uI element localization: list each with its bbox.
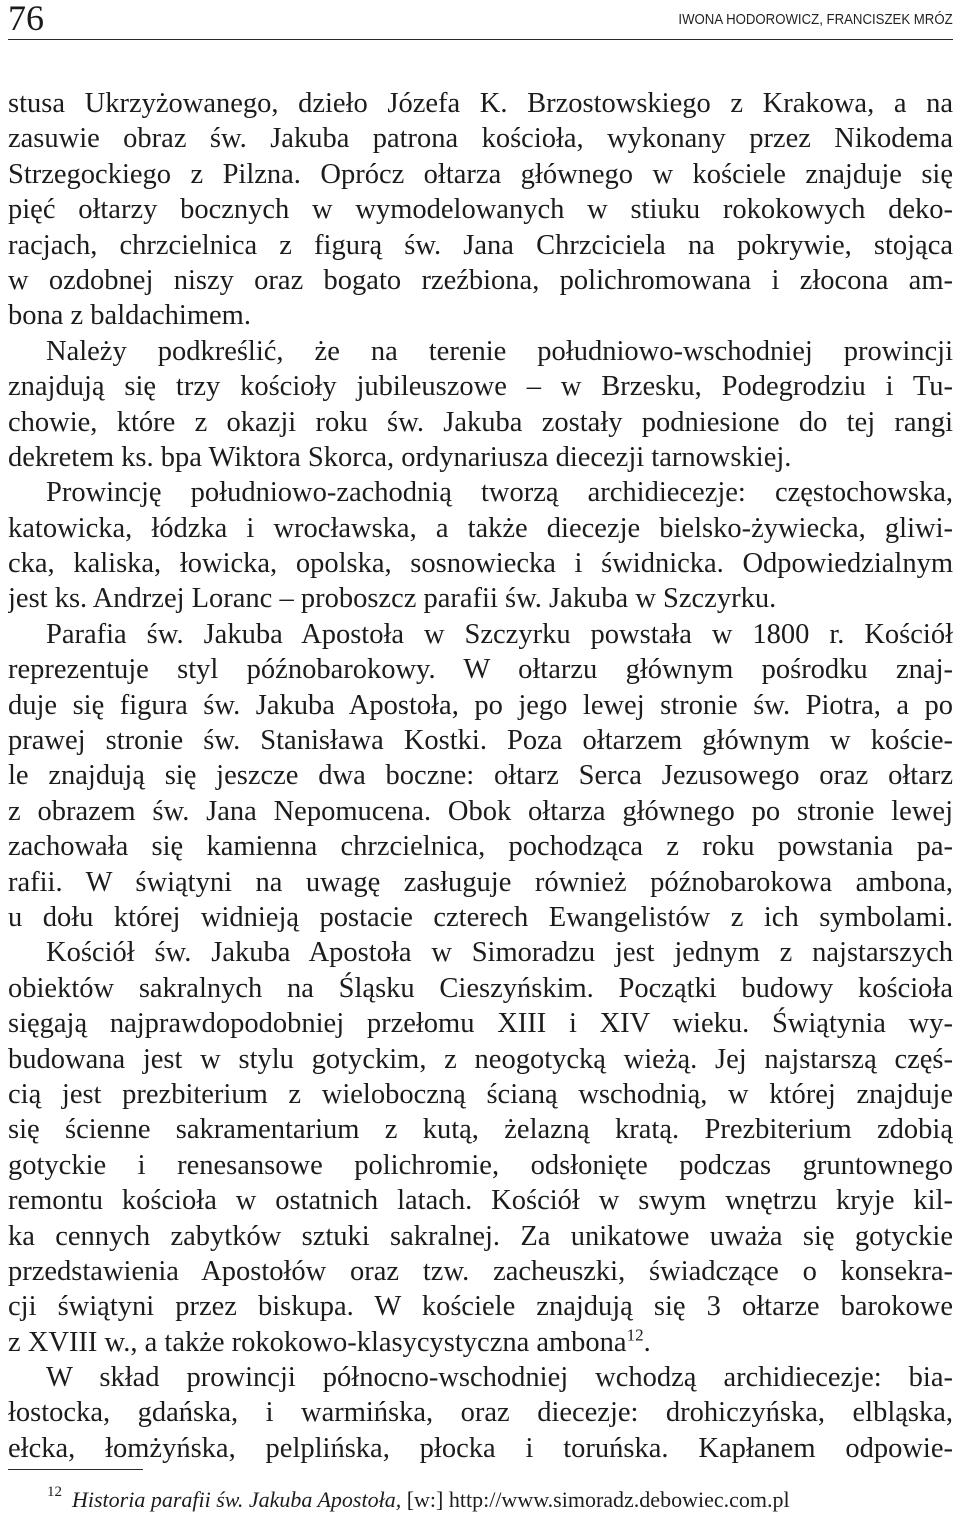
text-line: z obrazem św. Jana Nepomucena. Obok ołtarza głównego po stronie lewej: [8, 795, 953, 827]
footnote-number: 12: [47, 1484, 62, 1500]
text-line: u dołu której widnieją postacie czterech Ewangelistów z ich symbolami.: [8, 901, 953, 933]
footnote-source-location: [w:] http://www.simoradz.debowiec.com.pl: [406, 1487, 790, 1512]
text-line: obiektów sakralnych na Śląsku Cieszyńskim. Początki budowy kościoła: [8, 972, 953, 1004]
footnote-source-title: Historia parafii św. Jakuba Apostoła,: [72, 1487, 402, 1512]
text-line: reprezentuje styl późnobarokowy. W ołtarzu głównym pośrodku znaj-: [8, 654, 953, 686]
text-line: dekretem ks. bpa Wiktora Skorca, ordynariusza diecezji tarnowskiej.: [8, 441, 792, 473]
text-line: ka cennych zabytków sztuki sakralnej. Za unikatowe uważa się gotyckie: [8, 1220, 953, 1252]
text-line: Należy podkreślić, że na terenie południowo-wschodniej prowincji: [46, 335, 953, 367]
text-line: stusa Ukrzyżowanego, dzieło Józefa K. Brzostowskiego z Krakowa, a na: [8, 88, 953, 119]
footnote-reference: 12: [626, 1325, 644, 1345]
page-number: 76: [8, 0, 44, 38]
text-line: łostocka, gdańska, i warmińska, oraz diecezje: drohiczyńska, elbląska,: [8, 1397, 953, 1429]
text-line: rafii. W świątyni na uwagę zasługuje również późnobarokowa ambona,: [8, 866, 953, 898]
text-line: pięć ołtarzy bocznych w wymodelowanych w stiuku rokokowych deko-: [8, 194, 953, 226]
text-line: zasuwie obraz św. Jakuba patrona kościoła, wykonany przez Nikodema: [8, 123, 953, 155]
footnote-separator: [8, 1469, 143, 1470]
text-line: jest ks. Andrzej Loranc – proboszcz parafii św. Jakuba w Szczyrku.: [8, 583, 777, 615]
text-line: racjach, chrzcielnica z figurą św. Jana Chrzciciela na pokrywie, stojąca: [8, 229, 953, 261]
text-line: Prowincję południowo-zachodnią tworzą archidiecezje: częstochowska,: [46, 477, 953, 509]
header-rule: [8, 39, 953, 40]
text-line: katowicka, łódzka i wrocławska, a także diecezje bielsko-żywiecka, gliwi-: [8, 512, 953, 544]
text-line: sięgają najprawdopodobniej przełomu XIII i XIV wieku. Świątynia wy-: [8, 1008, 953, 1040]
text-line: ełcka, łomżyńska, pelplińska, płocka i toruńska. Kapłanem odpowie-: [8, 1432, 953, 1464]
text-line: gotyckie i renesansowe polichromie, odsłonięte podczas gruntownego: [8, 1149, 953, 1181]
text-line: prawej stronie św. Stanisława Kostki. Poza ołtarzem głównym w koście-: [8, 725, 953, 757]
text-line: Strzegockiego z Pilzna. Oprócz ołtarza głównego w kościele znajduje się: [8, 158, 953, 190]
text-line: przedstawienia Apostołów oraz tzw. zacheuszki, świadczące o konsekra-: [8, 1255, 953, 1287]
text-line: Parafia św. Jakuba Apostoła w Szczyrku powstała w 1800 r. Kościół: [46, 618, 953, 650]
text-line: [8, 1325, 953, 1360]
body-text: [8, 86, 953, 1466]
text-line: Kościół św. Jakuba Apostoła w Simoradzu jest jednym z najstarszych: [46, 937, 953, 969]
line-punctuation: .: [643, 1326, 651, 1358]
text-line: chowie, które z okazji roku św. Jakuba zostały podniesione do tej rangi: [8, 406, 953, 438]
line-text: z XVIII w., a także rokokowo-klasycystyczna ambona: [8, 1326, 627, 1358]
footnote: [72, 1485, 952, 1515]
text-line: W skład prowincji północno-wschodniej wchodzą archidiecezje: bia-: [46, 1362, 953, 1394]
text-line: le znajdują się jeszcze dwa boczne: ołtarz Serca Jezusowego oraz ołtarz: [8, 760, 953, 792]
text-line: znajdują się trzy kościoły jubileuszowe – w Brzesku, Podegrodziu i Tu-: [8, 371, 953, 403]
text-line: remontu kościoła w ostatnich latach. Kościół w swym wnętrzu kryje kil-: [8, 1185, 953, 1217]
text-line: zachowała się kamienna chrzcielnica, pochodząca z roku powstania pa-: [8, 831, 953, 863]
text-line: budowana jest w stylu gotyckim, z neogotycką wieżą. Jej najstarszą częś-: [8, 1043, 953, 1075]
text-line: cka, kaliska, łowicka, opolska, sosnowiecka i świdnicka. Odpowiedzialnym: [8, 548, 953, 580]
text-line: w ozdobnej niszy oraz bogato rzeźbiona, polichromowana i złocona am-: [8, 264, 953, 296]
text-line: cią jest prezbiterium z wieloboczną ścianą wschodnią, w której znajduje: [8, 1078, 953, 1110]
running-header-authors: IWONA HODOROWICZ, FRANCISZEK MRÓZ: [678, 11, 953, 28]
text-line: się ścienne sakramentarium z kutą, żelazną kratą. Prezbiterium zdobią: [8, 1114, 953, 1146]
text-line: cji świątyni przez biskupa. W kościele znajdują się 3 ołtarze barokowe: [8, 1291, 953, 1323]
text-line: duje się figura św. Jakuba Apostoła, po jego lewej stronie św. Piotra, a po: [8, 689, 953, 721]
text-line: bona z baldachimem.: [8, 300, 251, 332]
